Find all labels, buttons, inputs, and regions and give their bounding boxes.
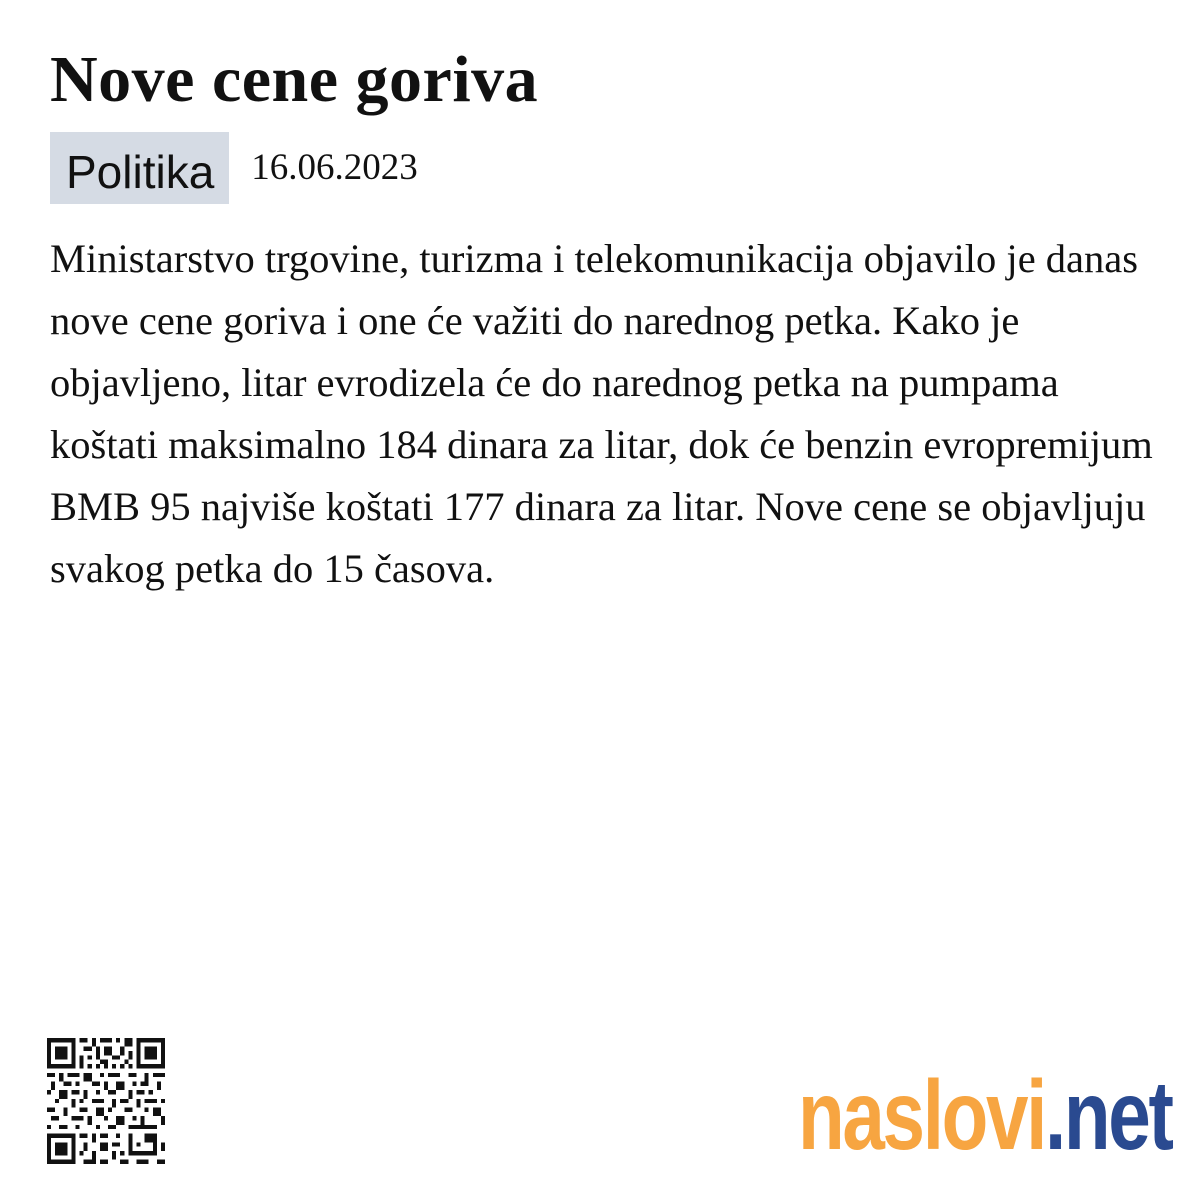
article-date: 16.06.2023 (251, 147, 418, 188)
site-logo[interactable] (798, 1060, 1172, 1170)
category-badge[interactable]: Politika (50, 132, 229, 204)
logo-brand-text: naslovi (798, 1060, 1046, 1170)
article-body: Ministarstvo trgovine, turizma i telekomunikacija objavilo je danas nove cene goriva i one će važiti do narednog petka. Kako je objavljeno, litar evrodizela će do narednog petka na pumpama koštati maksimalno 184 dinara za litar, dok će benzin evropremijum BMB 95 najviše koštati 177 dinara za litar. Nove cene se objavljuju svakog petka do 15 časova. (50, 236, 1153, 591)
logo-tld-text: .net (1045, 1060, 1172, 1170)
qr-code-icon (47, 1038, 165, 1164)
article-title: Nove cene goriva (50, 43, 539, 116)
article-meta (50, 132, 418, 204)
